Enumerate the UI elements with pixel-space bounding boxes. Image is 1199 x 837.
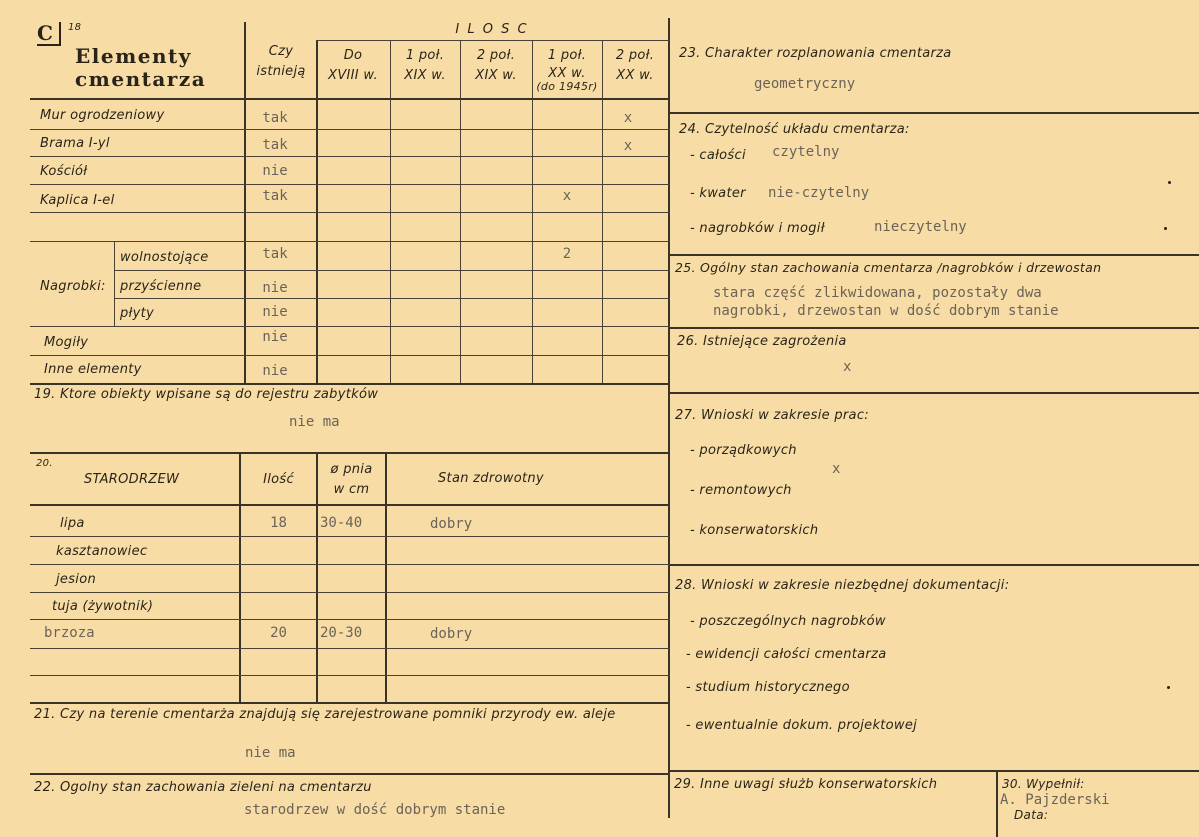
s22-label: 22. Ogolny stan zachowania zieleni na cmentarzu [34, 780, 372, 795]
rule [30, 326, 670, 327]
s23-label: 23. Charakter rozplanowania cmentarza [679, 46, 952, 61]
s24-calosci: - całości [690, 148, 746, 163]
exists-kaplica: tak [262, 188, 288, 204]
s25-label: 25. Ogólny stan zachowania cmentarza /nagrobków i drzewostan [675, 260, 1102, 275]
rule [30, 564, 670, 565]
row-label-przysc: przyścienne [120, 279, 202, 294]
s24-nagrob: - nagrobków i mogił [690, 221, 825, 236]
czy-head-2: istnieją [256, 64, 306, 79]
mark-mur: x [623, 110, 633, 126]
s19-label: 19. Ktore obiekty wpisane są do rejestru zabytków [34, 387, 379, 402]
rule [30, 383, 670, 385]
s28-d: - ewentualnie dokum. projektowej [686, 718, 918, 733]
exists-mur: tak [262, 110, 288, 126]
rule [239, 452, 241, 702]
rule [115, 298, 670, 299]
s30-date: Data: [1014, 808, 1049, 822]
mark-kaplica: x [562, 188, 572, 204]
s20-head-name: STARODRZEW [84, 472, 180, 487]
rule [30, 504, 670, 506]
rule [30, 355, 670, 356]
s29-label: 29. Inne uwagi służb konserwatorskich [674, 777, 938, 792]
tree-name: tuja (żywotnik) [52, 599, 154, 614]
col-1-b: XVIII w. [328, 68, 378, 83]
rule [996, 770, 998, 837]
rule [30, 675, 670, 676]
s25-line2: nagrobki, drzewostan w dość dobrym stanie [713, 303, 1059, 319]
ilosc-head: I L O S C [455, 22, 529, 37]
s26-label: 26. Istniejące zagrożenia [677, 334, 847, 349]
row-label-mogily: Mogiły [44, 335, 89, 350]
col-4-b: XX w. [548, 66, 586, 81]
rule [30, 212, 670, 213]
col-1-a: Do [343, 48, 363, 63]
rule [668, 18, 670, 818]
row-label-wolno: wolnostojące [120, 250, 209, 265]
mark-brama: x [623, 138, 633, 154]
rule [30, 156, 670, 157]
exists-brama: tak [262, 137, 288, 153]
rule [30, 452, 670, 454]
s22-value: starodrzew w dość dobrym stanie [244, 802, 506, 818]
s26-value: x [843, 359, 852, 375]
s30-name: A. Pajzderski [1000, 792, 1110, 808]
rule [670, 327, 1199, 329]
s19-value: nie ma [289, 414, 340, 430]
col-3-a: 2 poł. [476, 48, 516, 63]
row-label-brama: Brama I-yl [40, 136, 110, 151]
col-5-a: 2 poł. [615, 48, 655, 63]
row-label-inne: Inne elementy [44, 362, 142, 377]
exists-przysc: nie [262, 280, 288, 296]
col-3-b: XIX w. [475, 68, 517, 83]
s20-head-state: Stan zdrowotny [438, 471, 544, 486]
row-label-mur: Mur ogrodzeniowy [40, 108, 165, 123]
s21-label: 21. Czy na terenie cmentarża znajdują się zarejestrowane pomniki przyrody ew. aleje [34, 707, 616, 722]
s20-head-diam1: ø pnia [330, 462, 373, 477]
s20-num: 20. [36, 458, 53, 469]
rule [385, 452, 387, 702]
tree-state: dobry [430, 626, 473, 642]
ink-dot [1164, 227, 1167, 230]
rule [670, 254, 1199, 256]
rule [30, 592, 670, 593]
ink-dot [1168, 181, 1171, 184]
s23-value: geometryczny [754, 76, 856, 92]
row-label-nagrobki: Nagrobki: [40, 279, 106, 294]
rule [30, 773, 670, 775]
s20-head-qty: Ilość [263, 472, 294, 487]
tree-state: dobry [430, 516, 473, 532]
s24-kwater-value: nie-czytelny [768, 185, 870, 201]
rule [670, 564, 1199, 566]
tree-qty: 20 [270, 625, 287, 641]
tree-name: brzoza [44, 625, 95, 641]
s28-a: - poszczególnych nagrobków [690, 614, 886, 629]
s28-c: - studium historycznego [686, 680, 850, 695]
tree-name: kasztanowiec [56, 544, 148, 559]
col-5-b: XX w. [616, 68, 654, 83]
s30-label: 30. Wypełnił: [1002, 777, 1085, 791]
exists-mogily: nie [262, 329, 288, 345]
czy-head-1: Czy [268, 44, 294, 59]
s27-value: x [832, 461, 841, 477]
rule [670, 112, 1199, 114]
rule [114, 241, 115, 326]
col-2-a: 1 poł. [405, 48, 445, 63]
rule [30, 184, 670, 185]
col-4-c: (do 1945r) [536, 80, 598, 93]
s27-label: 27. Wnioski w zakresie prac: [675, 408, 869, 423]
col-2-b: XIX w. [404, 68, 446, 83]
exists-plyty: nie [262, 304, 288, 320]
rule [30, 619, 670, 620]
exists-kosciol: nie [262, 163, 288, 179]
rule [115, 270, 670, 271]
rule [670, 770, 1199, 772]
s27-b: - remontowych [690, 483, 792, 498]
tree-name: lipa [60, 516, 85, 531]
title-line1: Elementy [75, 44, 192, 68]
tree-diam: 30-40 [320, 515, 363, 531]
row-label-kosciol: Kościół [40, 164, 88, 179]
s24-kwater: - kwater [690, 186, 746, 201]
row-label-kaplica: Kaplica I-el [40, 193, 115, 208]
rule [30, 536, 670, 537]
s28-b: - ewidencji całości cmentarza [686, 647, 887, 662]
rule [30, 241, 670, 242]
title-line2: cmentarza [75, 67, 207, 91]
s24-label: 24. Czytelność układu cmentarza: [679, 122, 910, 137]
s25-line1: stara część zlikwidowana, pozostały dwa [713, 285, 1042, 301]
s24-calosci-value: czytelny [772, 144, 840, 160]
ink-dot [1167, 686, 1170, 689]
tree-name: jesion [56, 572, 96, 587]
s24-nagrob-value: nieczytelny [874, 219, 967, 235]
rule [30, 98, 670, 100]
count-wolno: 2 [562, 246, 572, 262]
exists-wolno: tak [262, 246, 288, 262]
rule [30, 648, 670, 649]
s27-a: - porządkowych [690, 443, 797, 458]
card-letter: C [37, 22, 61, 46]
s28-label: 28. Wnioski w zakresie niezbędnej dokumentacji: [675, 578, 1010, 593]
tree-diam: 20-30 [320, 625, 363, 641]
exists-inne: nie [262, 363, 288, 379]
rule [670, 392, 1199, 394]
s21-value: nie ma [245, 745, 296, 761]
card-number: 18 [68, 22, 82, 33]
s20-head-diam2: w cm [333, 482, 370, 497]
tree-qty: 18 [270, 515, 287, 531]
row-label-plyty: płyty [120, 306, 154, 321]
rule [30, 129, 670, 130]
rule [316, 40, 670, 41]
col-4-a: 1 poł. [547, 48, 587, 63]
s27-c: - konserwatorskich [690, 523, 819, 538]
rule [30, 702, 670, 704]
